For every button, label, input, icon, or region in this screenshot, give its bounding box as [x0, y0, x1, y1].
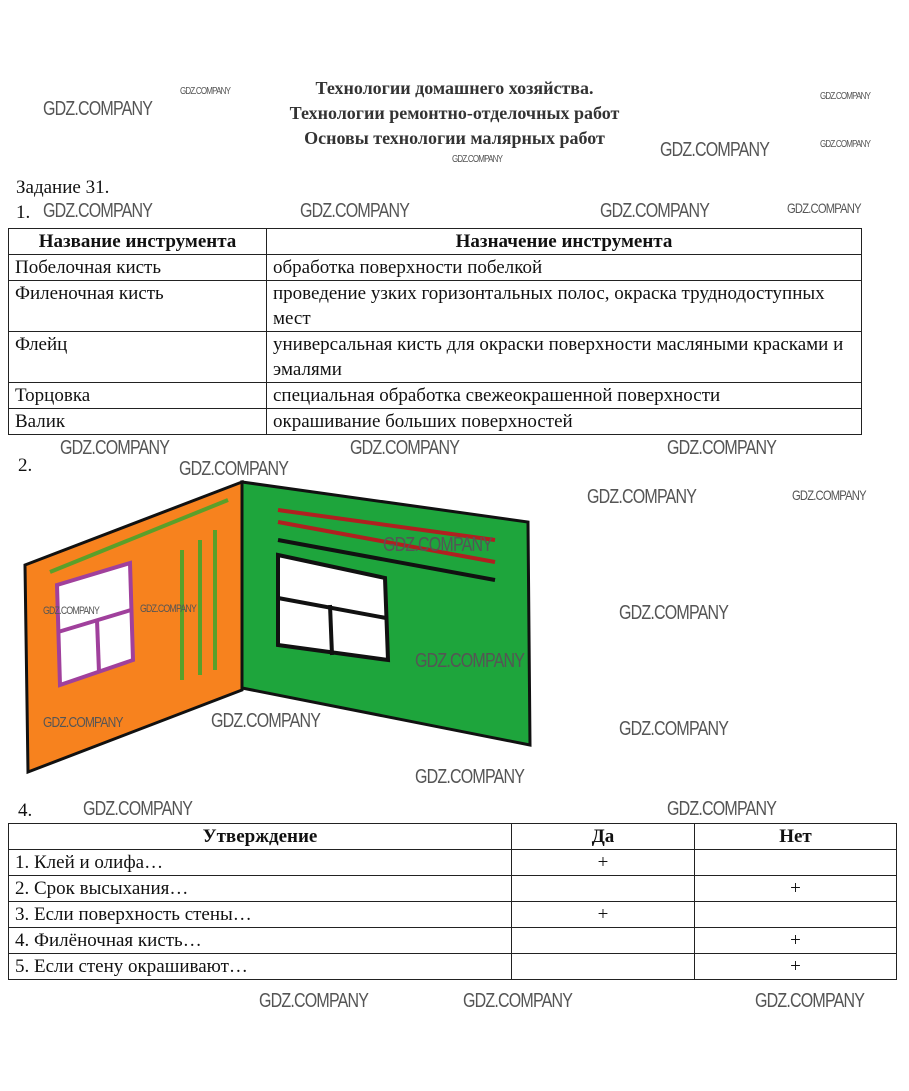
statements-table: [8, 823, 897, 980]
tool-name: Флейц: [9, 332, 267, 383]
title-line-2: Технологии ремонтно-отделочных работ: [289, 103, 620, 123]
table-row: [9, 383, 862, 409]
yes-mark: [512, 876, 695, 902]
table-row: [9, 332, 862, 383]
window-frame: [330, 605, 332, 655]
watermark: GDZ.COMPANY: [600, 200, 710, 222]
watermark: GDZ.COMPANY: [452, 154, 503, 165]
watermark: GDZ.COMPANY: [820, 91, 871, 102]
watermark: GDZ.COMPANY: [820, 139, 871, 150]
task-label: Задание 31.: [16, 177, 110, 198]
watermark: GDZ.COMPANY: [463, 990, 573, 1012]
watermark: GDZ.COMPANY: [140, 603, 197, 615]
watermark: GDZ.COMPANY: [259, 990, 369, 1012]
watermark: GDZ.COMPANY: [43, 200, 153, 222]
no-mark: [695, 850, 897, 876]
yes-mark: [512, 954, 695, 980]
section-2-label: 2.: [18, 455, 33, 476]
header-no: Нет: [695, 824, 897, 850]
watermark: GDZ.COMPANY: [83, 798, 193, 820]
table-row: [9, 928, 897, 954]
watermark: GDZ.COMPANY: [415, 766, 525, 788]
watermark: GDZ.COMPANY: [415, 650, 525, 672]
statement: 5. Если стену окрашивают…: [9, 954, 512, 980]
no-mark: +: [695, 928, 897, 954]
tool-name: Торцовка: [9, 383, 267, 409]
title-line-1: Технологии домашнего хозяйства.: [315, 78, 594, 98]
section-1-label: 1.: [16, 202, 31, 223]
header-tool-name: Название инструмента: [9, 229, 267, 255]
table-row: [9, 902, 897, 928]
watermark: GDZ.COMPANY: [60, 437, 170, 459]
watermark: GDZ.COMPANY: [619, 718, 729, 740]
statement: 4. Филёночная кисть…: [9, 928, 512, 954]
header-yes: Да: [512, 824, 695, 850]
no-mark: +: [695, 954, 897, 980]
watermark: GDZ.COMPANY: [43, 714, 123, 731]
room-drawing: [0, 470, 560, 780]
tool-name: Побелочная кисть: [9, 255, 267, 281]
tools-table: [8, 228, 862, 435]
watermark: GDZ.COMPANY: [667, 437, 777, 459]
tool-purpose: специальная обработка свежеокрашенной поверхности: [267, 383, 862, 409]
no-mark: [695, 902, 897, 928]
table-row: [9, 409, 862, 435]
header-tool-purpose: Назначение инструмента: [267, 229, 862, 255]
no-mark: +: [695, 876, 897, 902]
watermark: GDZ.COMPANY: [792, 487, 866, 503]
tool-name: Филеночная кисть: [9, 281, 267, 332]
watermark: GDZ.COMPANY: [667, 798, 777, 820]
watermark: GDZ.COMPANY: [180, 86, 231, 97]
table-header-row: [9, 229, 862, 255]
tool-purpose: универсальная кисть для окраски поверхности масляными красками и эмалями: [267, 332, 862, 383]
window-frame: [97, 620, 99, 672]
table-row: [9, 954, 897, 980]
watermark: GDZ.COMPANY: [755, 990, 865, 1012]
table-row: [9, 850, 897, 876]
table-row: [9, 876, 897, 902]
section-4-label: 4.: [18, 800, 33, 821]
watermark: GDZ.COMPANY: [179, 458, 289, 480]
tool-purpose: окрашивание больших поверхностей: [267, 409, 862, 435]
table-row: [9, 281, 862, 332]
tool-name: Валик: [9, 409, 267, 435]
table-row: [9, 255, 862, 281]
watermark: GDZ.COMPANY: [619, 602, 729, 624]
statement: 3. Если поверхность стены…: [9, 902, 512, 928]
tool-purpose: проведение узких горизонтальных полос, окраска труднодоступных мест: [267, 281, 862, 332]
header-statement: Утверждение: [9, 824, 512, 850]
statement: 1. Клей и олифа…: [9, 850, 512, 876]
watermark: GDZ.COMPANY: [587, 486, 697, 508]
watermark: GDZ.COMPANY: [350, 437, 460, 459]
tool-purpose: обработка поверхности побелкой: [267, 255, 862, 281]
yes-mark: +: [512, 902, 695, 928]
watermark: GDZ.COMPANY: [300, 200, 410, 222]
yes-mark: +: [512, 850, 695, 876]
watermark: GDZ.COMPANY: [383, 534, 493, 556]
watermark: GDZ.COMPANY: [787, 200, 861, 216]
statement: 2. Срок высыхания…: [9, 876, 512, 902]
title-line-3: Основы технологии малярных работ: [304, 128, 605, 148]
table-header-row: [9, 824, 897, 850]
yes-mark: [512, 928, 695, 954]
watermark: GDZ.COMPANY: [43, 605, 100, 617]
watermark: GDZ.COMPANY: [211, 710, 321, 732]
watermark: GDZ.COMPANY: [43, 98, 153, 120]
watermark: GDZ.COMPANY: [660, 139, 770, 161]
